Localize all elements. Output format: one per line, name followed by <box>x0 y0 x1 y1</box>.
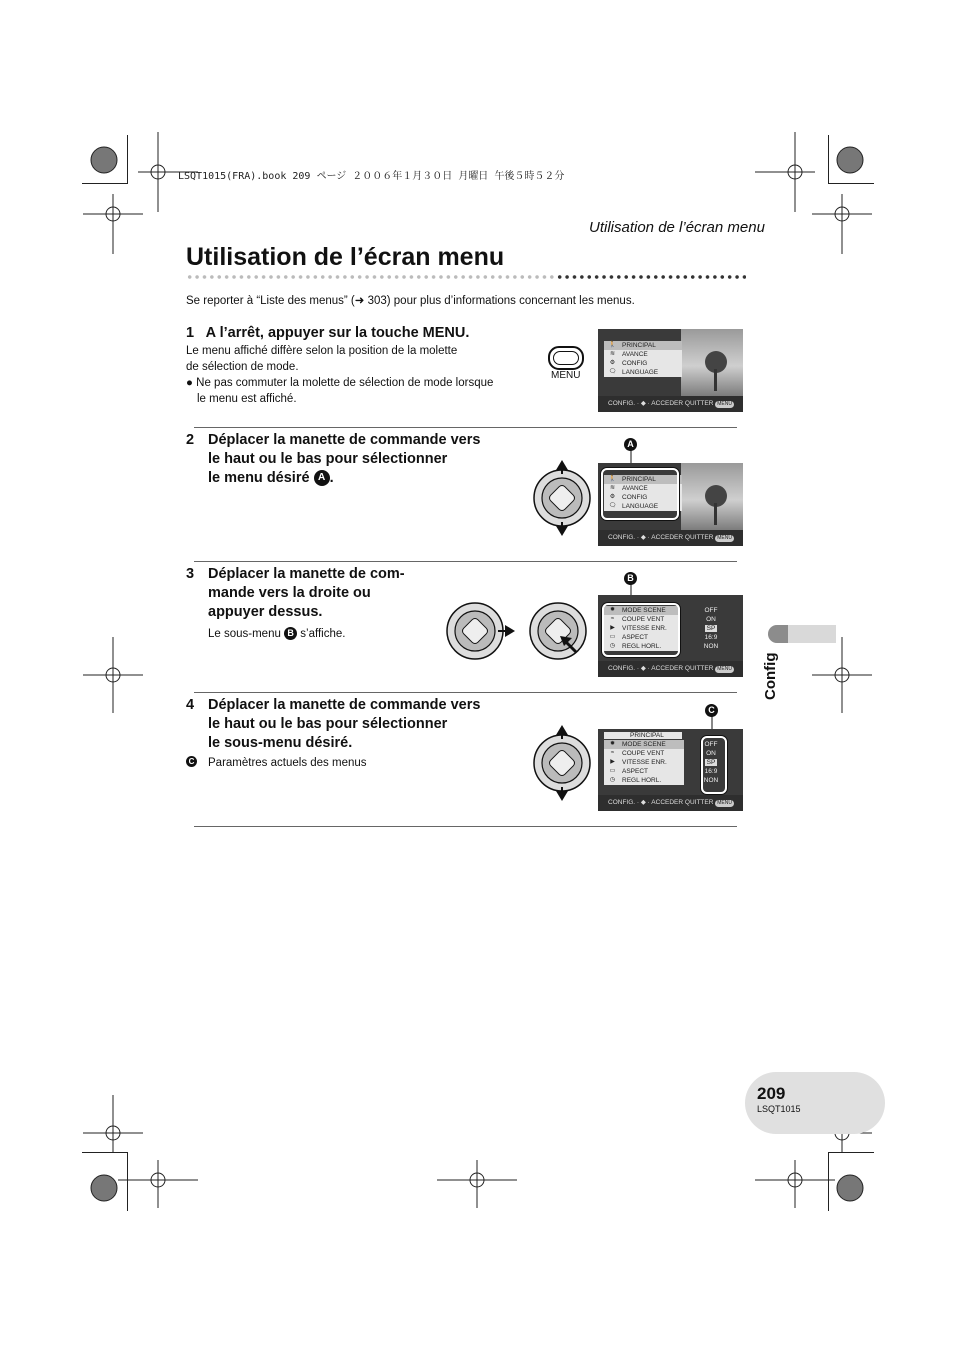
step-3-title-line-2: mande vers la droite ou <box>208 585 371 601</box>
step-4-title-line-3: le sous-menu désiré. <box>208 735 353 751</box>
step-4-number: 4 <box>186 697 195 713</box>
step-2-number: 2 <box>186 432 195 448</box>
screen2-footer: CONFIG. · ◆ · ACCEDER QUITTER MENU <box>598 530 743 546</box>
intro-text: Se reporter à “Liste des menus” (➜ 303) pour plus d’informations concernant les menus. <box>186 295 635 307</box>
step-2-title-line-3: le menu désiré A . <box>208 470 334 486</box>
screen4-sub-item: ✹ MODE SCENE <box>604 740 684 749</box>
screen4-value: SP <box>706 759 716 766</box>
separator <box>194 561 737 562</box>
side-tab-label: Config <box>762 652 779 700</box>
step-4-title-line-1: Déplacer la manette de commande vers <box>208 697 481 713</box>
screen2-menu-item: ⚙ CONFIG <box>604 493 682 502</box>
running-head: Utilisation de l’écran menu <box>589 219 765 236</box>
screen3-sub-item: ▭ ASPECT <box>604 633 678 642</box>
screen2-menu-item: 🗨 LANGUAGE <box>604 502 682 511</box>
separator <box>194 692 737 693</box>
badge-b: B <box>284 627 297 640</box>
step-1-bullet-cont: le menu est affiché. <box>197 393 297 405</box>
menu-button-label: MENU <box>551 370 581 381</box>
screen4-value: ON <box>706 750 716 757</box>
step-4-title-line-2: le haut ou le bas pour sélectionner <box>208 716 448 732</box>
screen1-menu-item: ≋ AVANCE <box>604 350 682 359</box>
model-code: LSQT1015 <box>757 1104 801 1114</box>
screen3-value: OFF <box>704 607 718 614</box>
step-4 <box>186 696 526 771</box>
joystick-up-down-icon <box>530 721 594 805</box>
screen2-menu-item: ≋ AVANCE <box>604 484 682 493</box>
title-dots-light <box>186 274 556 280</box>
screen3-sub-item: ▶ VITESSE ENR. <box>604 624 678 633</box>
joystick-up-down-icon <box>530 456 594 540</box>
step-1-body-2: de sélection de mode. <box>186 361 299 373</box>
screen3-value: SP <box>706 625 716 632</box>
step-1 <box>186 324 546 407</box>
joystick-press-icon <box>526 600 594 664</box>
screen4-sub-item: ▶ VITESSE ENR. <box>604 758 684 767</box>
badge-a-callout: A <box>624 436 637 454</box>
badge-c-callout: C <box>705 702 718 720</box>
menu-button-icon <box>548 346 584 370</box>
step-4-note: C Paramètres actuels des menus <box>186 755 526 771</box>
screen1-menu-item: 🗨 LANGUAGE <box>604 368 682 377</box>
separator <box>194 427 737 428</box>
page-number: 209 <box>757 1084 786 1103</box>
screen4-value: 16:9 <box>704 768 718 775</box>
screen3-sub-item: ✹ MODE SCENE <box>604 606 678 615</box>
step-2-title-line-1: Déplacer la manette de commande vers <box>208 432 481 448</box>
title-dots-dark <box>556 274 746 280</box>
badge-b-callout: B <box>624 570 637 588</box>
badge-c: C <box>186 756 197 767</box>
screen3-value: 16:9 <box>704 634 718 641</box>
screen4-sub-item: ≈ COUPE VENT <box>604 749 684 758</box>
screen4-title: PRINCIPAL <box>604 732 682 739</box>
screen1-menu-item: ⚙ CONFIG <box>604 359 682 368</box>
screen3-value: ON <box>706 616 716 623</box>
step-2 <box>186 431 526 488</box>
screen4-sub-item: ▭ ASPECT <box>604 767 684 776</box>
page-title: Utilisation de l’écran menu <box>186 243 505 271</box>
step-3-title-line-1: Déplacer la manette de com- <box>208 566 405 582</box>
step-1-number: 1 <box>186 325 195 341</box>
step-1-bullet: ● Ne pas commuter la molette de sélection de mode lorsque <box>186 377 494 389</box>
screen1-menu-item: 🚶 PRINCIPAL <box>604 341 682 350</box>
highlight-a <box>601 468 679 520</box>
screen4-footer: CONFIG. · ◆ · ACCEDER QUITTER MENU <box>598 795 743 811</box>
side-tab-marker <box>768 625 788 643</box>
step-3-body: Le sous-menu B s’affiche. <box>208 628 346 640</box>
joystick-right-icon <box>444 600 516 664</box>
screen4-value: OFF <box>704 741 718 748</box>
screen1-footer: CONFIG. · ◆ · ACCEDER QUITTER MENU <box>598 396 743 412</box>
screen4-sub-item: ◷ REGL HORL. <box>604 776 684 785</box>
screen2-menu-item: 🚶 PRINCIPAL <box>604 475 682 484</box>
step-1-title <box>186 324 546 343</box>
step-1-title-text: A l’arrêt, appuyer sur la touche MENU. <box>205 325 470 341</box>
screen3-sub-item: ≈ COUPE VENT <box>604 615 678 624</box>
step-2-title-line-2: le haut ou le bas pour sélectionner <box>208 451 448 467</box>
step-3-number: 3 <box>186 566 195 582</box>
badge-a: A <box>314 470 330 486</box>
print-header-line: LSQT1015(FRA).book 209 ページ ２００６年１月３０日 月曜日 午後５時５２分 <box>178 171 565 182</box>
highlight-c <box>701 736 727 794</box>
lcd-screen-1 <box>598 329 743 412</box>
highlight-b <box>602 603 680 657</box>
screen3-value: NON <box>703 643 719 650</box>
screen3-footer: CONFIG. · ◆ · ACCEDER QUITTER MENU <box>598 661 743 677</box>
step-1-body-1: Le menu affiché diffère selon la position de la molette <box>186 345 458 357</box>
screen4-value: NON <box>703 777 719 784</box>
screen3-sub-item: ◷ REGL HORL. <box>604 642 678 651</box>
separator <box>194 826 737 827</box>
step-3 <box>186 565 446 642</box>
step-3-title-line-3: appuyer dessus. <box>208 604 323 620</box>
